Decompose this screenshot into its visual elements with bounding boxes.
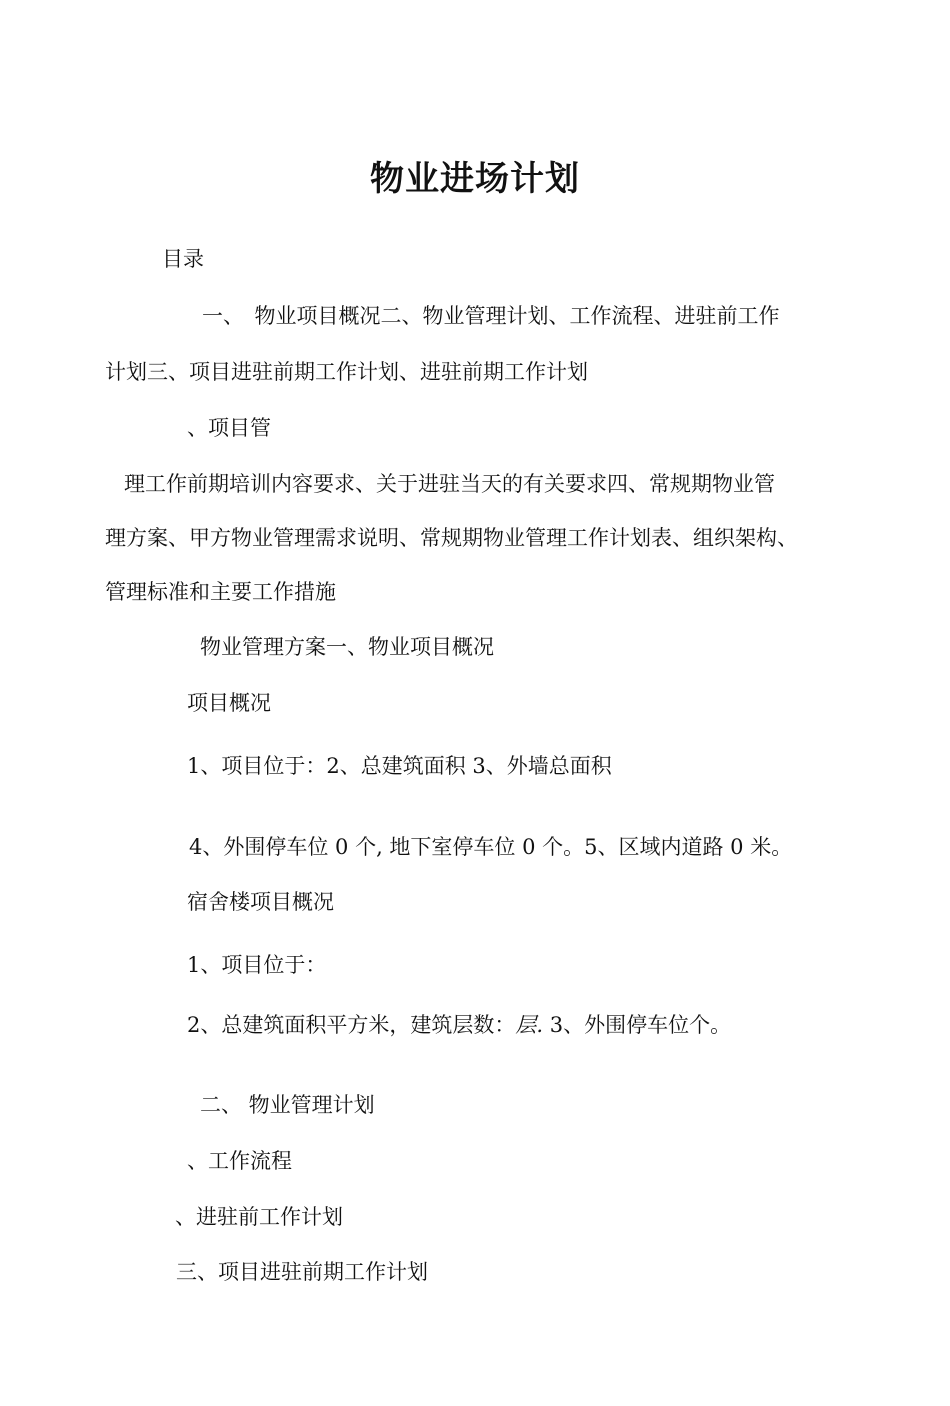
toc-line: 理方案、甲方物业管理需求说明、常规期物业管理工作计划表、组织架构、 — [105, 526, 798, 550]
toc-line: 管理标准和主要工作措施 — [105, 580, 336, 604]
body-paragraph: 4、外围停车位 0 个, 地下室停车位 0 个。5、区域内道路 0 米。 — [189, 835, 793, 859]
text-segment: 2、总建筑面积平方米，建筑层数： — [187, 1013, 516, 1037]
toc-line: 理工作前期培训内容要求、关于进驻当天的有关要求四、常规期物业管 — [124, 472, 775, 496]
toc-heading: 目录 — [162, 247, 204, 271]
body-paragraph: 1、项目位于： — [187, 953, 327, 977]
section-heading: 三、项目进驻前期工作计划 — [176, 1260, 428, 1284]
toc-line: 一、 物业项目概况二、物业管理计划、工作流程、进驻前工作 — [202, 304, 780, 328]
text-segment: 3、外围停车位个。 — [543, 1013, 732, 1037]
document-title: 物业进场计划 — [370, 159, 580, 199]
subsection-heading: 、工作流程 — [187, 1149, 292, 1173]
toc-line: 、项目管 — [187, 416, 271, 440]
toc-line: 计划三、项目进驻前期工作计划、进驻前期工作计划 — [105, 360, 588, 384]
section-heading: 物业管理方案一、物业项目概况 — [200, 635, 494, 659]
subsection-heading: 宿舍楼项目概况 — [187, 890, 334, 914]
text-segment-italic: 层. — [515, 1013, 544, 1037]
subsection-heading: 、进驻前工作计划 — [175, 1205, 343, 1229]
section-heading: 二、 物业管理计划 — [200, 1093, 375, 1117]
subsection-heading: 项目概况 — [187, 691, 271, 715]
body-paragraph: 1、项目位于：2、总建筑面积 3、外墙总面积 — [187, 754, 612, 778]
body-paragraph — [187, 1010, 731, 1040]
